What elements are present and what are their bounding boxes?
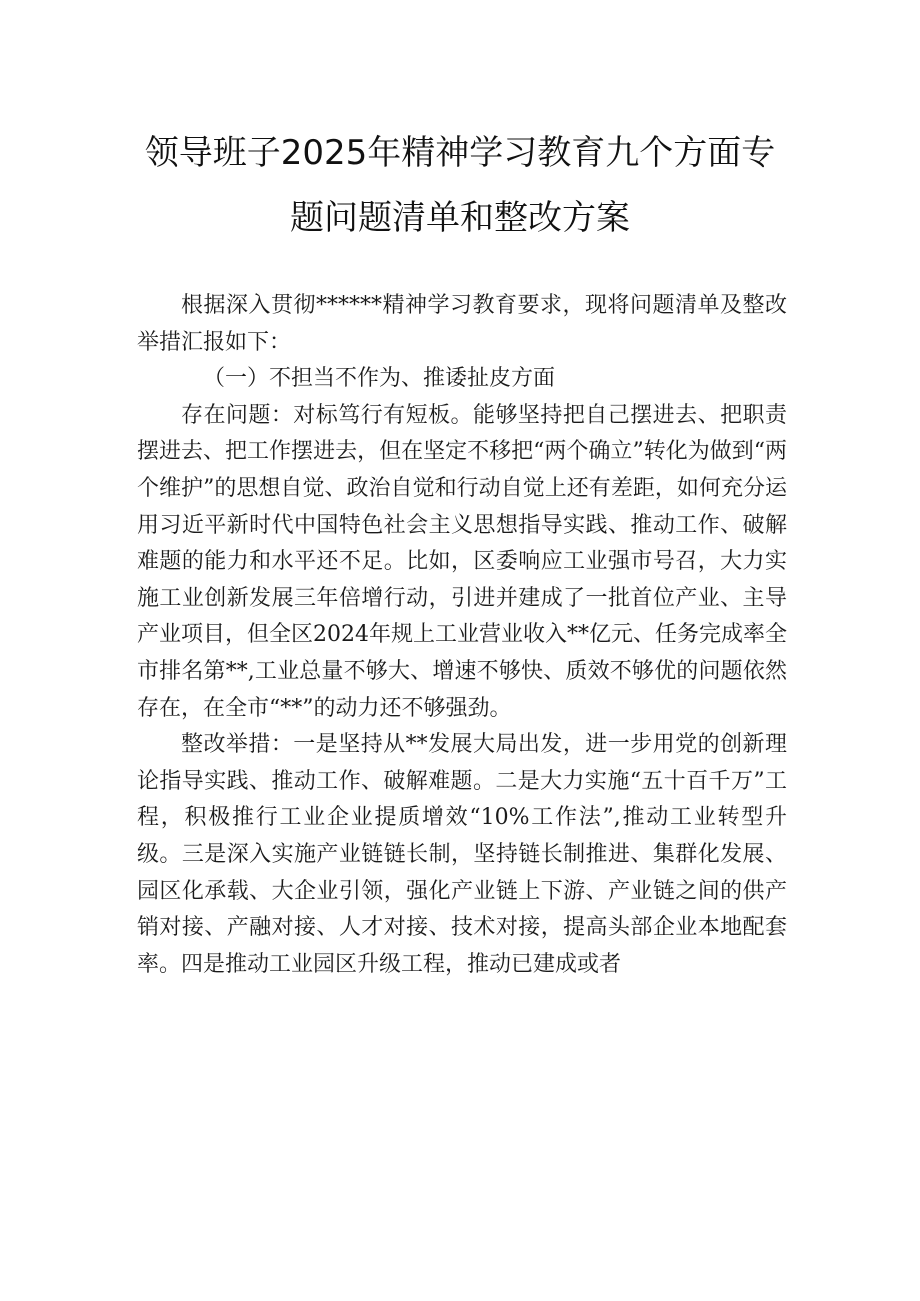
- problem-paragraph: 存在问题：对标笃行有短板。能够坚持把自己摆进去、把职责摆进去、把工作摆进去，但在坚定不移把“两个确立”转化为做到“两个维护”的思想自觉、政治自觉和行动自觉上还有差距，如何充分运用习近平新时代中国特色社会主义思想指导实践、推动工作、破解难题的能力和水平还不足。比如，区委响应工业强市号召，大力实施工业创新发展三年倍增行动，引进并建成了一批首位产业、主导产业项目，但全区2024年规上工业营业收入**亿元、任务完成率全市排名第**,工业总量不够大、增速不够快、质效不够优的问题依然存在，在全市“**”的动力还不够强劲。: [137, 402, 787, 721]
- intro-paragraph: 根据深入贯彻******精神学习教育要求，现将问题清单及整改举措汇报如下：: [137, 293, 787, 355]
- section-heading: （一）不担当不作为、推诿扯皮方面: [203, 366, 556, 392]
- document-title-line-2: 题问题清单和整改方案: [290, 198, 630, 238]
- document-title-line-1: 领导班子2025年精神学习教育九个方面专: [144, 133, 776, 173]
- rectification-paragraph: 整改举措：一是坚持从**发展大局出发，进一步用党的创新理论指导实践、推动工作、破解难题。二是大力实施“五十百千万”工程，积极推行工业企业提质增效“10%工作法”,推动工业转型升级。三是深入实施产业链链长制，坚持链长制推进、集群化发展、园区化承载、大企业引领，强化产业链上下游、产业链之间的供产销对接、产融对接、人才对接、技术对接，提高头部企业本地配套率。四是推动工业园区升级工程，推动已建成或者: [137, 732, 787, 977]
- document-body: [137, 288, 787, 983]
